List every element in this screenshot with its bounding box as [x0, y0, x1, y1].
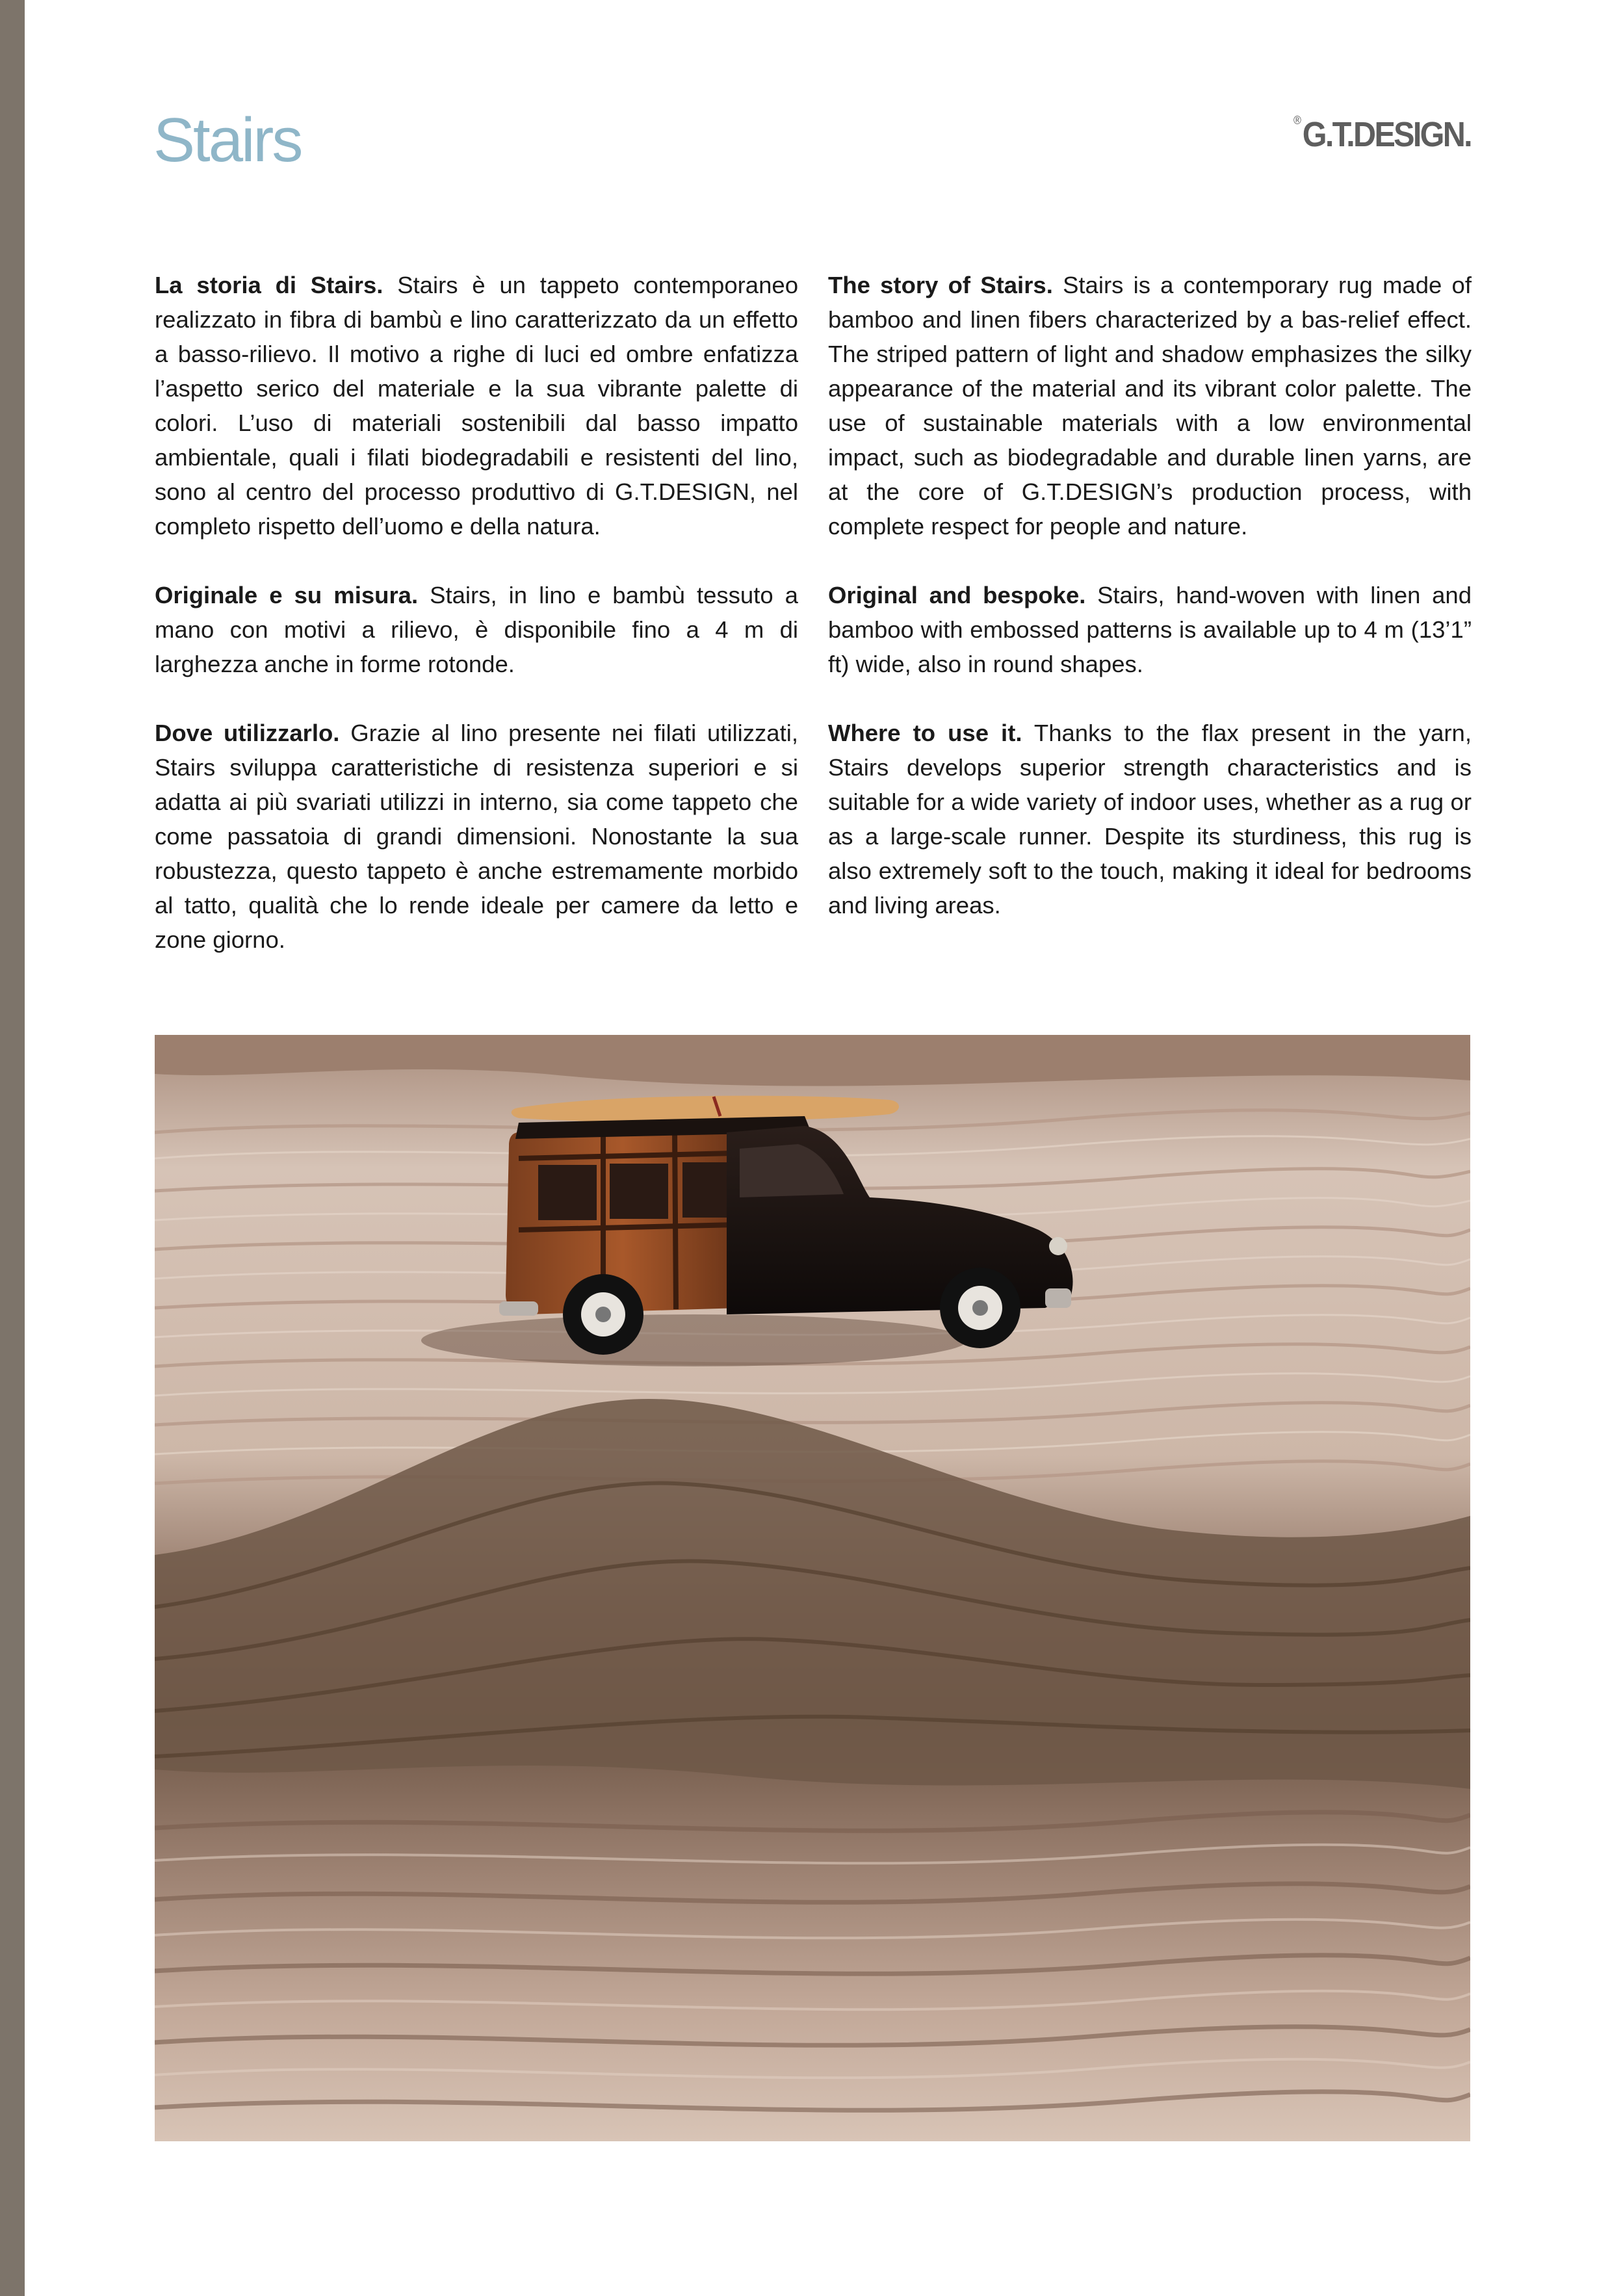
brand-logo — [1293, 114, 1471, 152]
paragraph-heading: Where to use it. — [828, 720, 1022, 746]
italian-column — [155, 268, 798, 991]
paragraph-storia — [155, 268, 798, 543]
paragraph-body: Stairs, in lino e bambù tessuto a mano con motivi a rilievo, è disponibile fino a 4 m di larghezza anche in forme rotonde. — [155, 582, 798, 677]
paragraph-heading: The story of Stairs. — [828, 272, 1053, 298]
paragraph-body: Grazie al lino presente nei filati utilizzati, Stairs sviluppa caratteristiche di resistenza superiori e si adatta ai più svariati utilizzi in interno, sia come tappeto che come passatoia di grandi dimensioni. Nonostante la sua robustezza, questo tappeto è anche estremamente morbido al tatto, qualità che lo rende ideale per camere da letto e zone giorno. — [155, 720, 798, 953]
registered-mark: ® — [1293, 114, 1301, 127]
paragraph-body: Stairs, hand-woven with linen and bamboo with embossed patterns is available up to 4 m (13’1” ft) wide, also in round shapes. — [828, 582, 1472, 677]
brand-logo-text: G.T.DESIGN. — [1302, 115, 1471, 154]
paragraph-body: Stairs è un tappeto contemporaneo realizzato in fibra di bambù e lino caratterizzato da un effetto a basso-rilievo. Il motivo a righe di luci ed ombre enfatizza l’aspetto serico del materiale e la sua vibrante palette di colori. L’uso di materiali sostenibili dal basso impatto ambientale, quali i filati biodegradabili e resistenti del lino, sono al centro del processo produttivo di G.T.DESIGN, nel completo rispetto dell’uomo e della natura. — [155, 272, 798, 540]
page-title: Stairs — [153, 105, 302, 175]
paragraph-bespoke — [828, 578, 1472, 681]
paragraph-where — [828, 716, 1472, 922]
english-column — [828, 268, 1472, 957]
rug-photo-illustration — [155, 1035, 1470, 2141]
paragraph-story — [828, 268, 1472, 543]
paragraph-heading: La storia di Stairs. — [155, 272, 383, 298]
left-accent-bar — [0, 0, 25, 2296]
paragraph-heading: Originale e su misura. — [155, 582, 419, 608]
paragraph-heading: Original and bespoke. — [828, 582, 1086, 608]
paragraph-heading: Dove utilizzarlo. — [155, 720, 340, 746]
paragraph-originale — [155, 578, 798, 681]
paragraph-body: Stairs is a contemporary rug made of bamboo and linen fibers characterized by a bas-relief effect. The striped pattern of light and shadow emphasizes the silky appearance of the material and its vibrant color palette. The use of sustainable materials with a low environmental impact, such as biodegradable and durable linen yarns, are at the core of G.T.DESIGN’s production process, with complete respect for people and nature. — [828, 272, 1472, 540]
paragraph-dove — [155, 716, 798, 957]
paragraph-body: Thanks to the flax present in the yarn, Stairs develops superior strength characteristics and is suitable for a wide variety of indoor uses, whether as a rug or as a large-scale runner. Despite its sturdiness, this rug is also extremely soft to the touch, making it ideal for bedrooms and living areas. — [828, 720, 1472, 919]
rug-photo — [155, 1035, 1470, 2141]
